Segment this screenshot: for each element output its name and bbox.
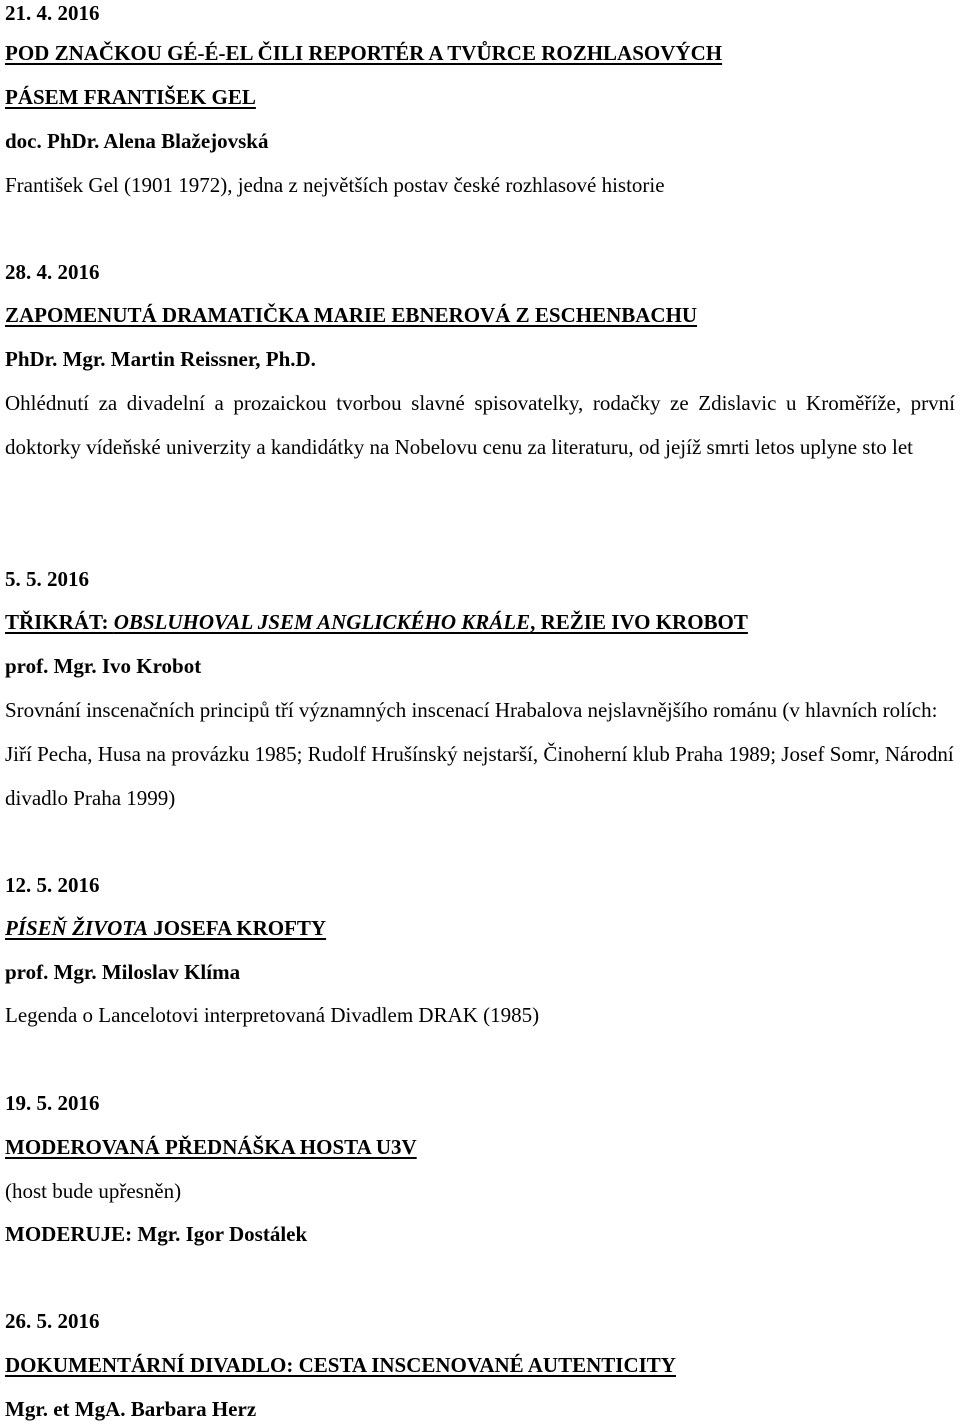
event-title-work: PÍSEŇ ŽIVOTA bbox=[5, 916, 148, 940]
event-title: ZAPOMENUTÁ DRAMATIČKA MARIE EBNEROVÁ Z ESCHENBACHU bbox=[5, 303, 698, 327]
event-date: 26. 5. 2016 bbox=[5, 1309, 100, 1333]
event-date: 21. 4. 2016 bbox=[5, 1, 100, 25]
event-lecturer: prof. Mgr. Miloslav Klíma bbox=[5, 960, 241, 984]
event-description: František Gel (1901 1972), jedna z největších postav české rozhlasové historie bbox=[5, 173, 665, 197]
event-moderator: MODERUJE: Mgr. Igor Dostálek bbox=[5, 1222, 308, 1246]
event-title: POD ZNAČKOU GÉ-É-EL ČILI REPORTÉR A TVŮRCE ROZHLASOVÝCH bbox=[5, 41, 723, 65]
event-lecturer: prof. Mgr. Ivo Krobot bbox=[5, 654, 202, 678]
event-title-suffix: JOSEFA KROFTY bbox=[147, 916, 327, 940]
event-date: 12. 5. 2016 bbox=[5, 873, 100, 897]
event-description: (host bude upřesněn) bbox=[5, 1179, 182, 1203]
event-description: Srovnání inscenačních principů tří významných inscenací Hrabalova nejslavnějšího románu (v hlavních rolích: Jiří Pecha, Husa na provázku 1985; Rudolf Hrušínský nejstarší, Činoherní klub Praha 1989; Josef Somr, Národní divadlo Praha 1999) bbox=[5, 698, 954, 810]
event-lecturer: PhDr. Mgr. Martin Reissner, Ph.D. bbox=[5, 347, 316, 371]
event-date: 28. 4. 2016 bbox=[5, 260, 100, 284]
event-title bbox=[5, 609, 748, 635]
event-description: Legenda o Lancelotovi interpretovaná Divadlem DRAK (1985) bbox=[5, 1003, 540, 1027]
event-lecturer: Mgr. et MgA. Barbara Herz bbox=[5, 1397, 257, 1421]
event-title-prefix: TŘIKRÁT: bbox=[5, 610, 114, 634]
event-title bbox=[5, 915, 326, 941]
event-title: DOKUMENTÁRNÍ DIVADLO: CESTA INSCENOVANÉ AUTENTICITY bbox=[5, 1353, 676, 1377]
event-lecturer: doc. PhDr. Alena Blažejovská bbox=[5, 129, 269, 153]
event-date: 19. 5. 2016 bbox=[5, 1091, 100, 1115]
event-description: Ohlédnutí za divadelní a prozaickou tvorbou slavné spisovatelky, rodačky ze Zdislavic u Kroměříže, první doktorky vídeňské univerzity a kandidátky na Nobelovu cenu za literaturu, od jejíž smrti letos uplyne sto let bbox=[5, 391, 955, 459]
event-title: MODEROVANÁ PŘEDNÁŠKA HOSTA U3V bbox=[5, 1135, 417, 1159]
event-title-suffix: , REŽIE IVO KROBOT bbox=[530, 610, 748, 634]
event-title-work: OBSLUHOVAL JSEM ANGLICKÉHO KRÁLE bbox=[113, 610, 531, 634]
event-date: 5. 5. 2016 bbox=[5, 567, 89, 591]
event-title-continued: PÁSEM FRANTIŠEK GEL bbox=[5, 85, 256, 109]
